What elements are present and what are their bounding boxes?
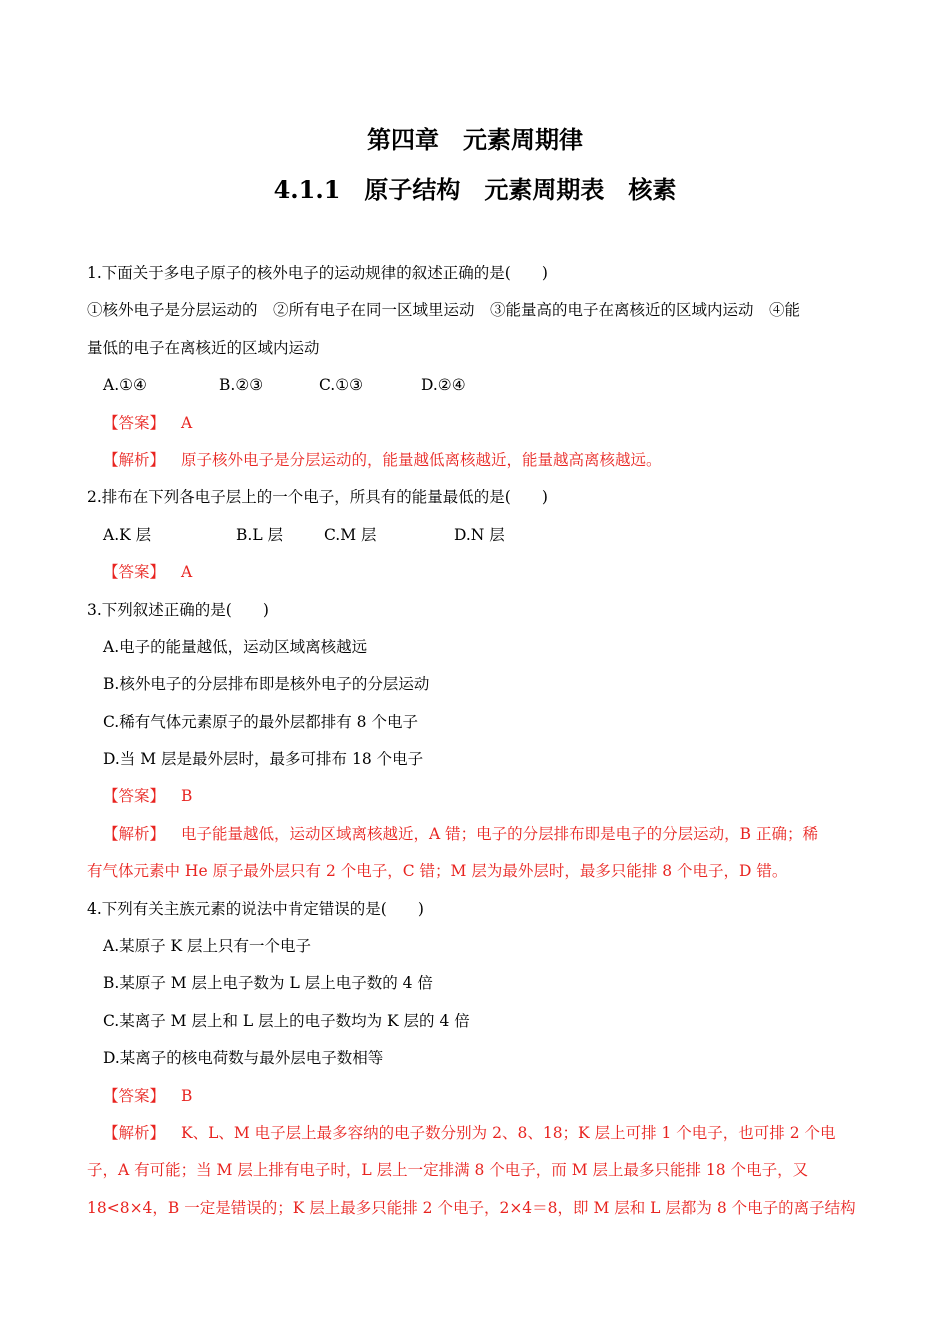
answer-label: 【答案】 <box>103 1086 166 1105</box>
q3-analysis-line2: 有气体元素中 He 原子最外层只有 2 个电子，C 错；M 层为最外层时，最多只能排 8 个电子，D 错。 <box>87 862 788 881</box>
chapter-title: 第四章 元素周期律 <box>367 125 583 154</box>
q4-answer <box>87 1078 865 1115</box>
q4-option-c: C.某离子 M 层上和 L 层上的电子数均为 K 层的 4 倍 <box>103 1011 470 1030</box>
q2-answer-value: A <box>181 563 193 582</box>
q4-analysis-line2: 子，A 有可能；当 M 层上排有电子时，L 层上一定排满 8 个电子，而 M 层上最多只能排 18 个电子，又 <box>87 1161 809 1180</box>
q3-option-c: C.稀有气体元素原子的最外层都排有 8 个电子 <box>103 712 418 731</box>
q3-option-d: D.当 M 层是最外层时，最多可排布 18 个电子 <box>103 750 424 769</box>
q4-analysis-text1: K、L、M 电子层上最多容纳的电子数分别为 2、8、18；K 层上可排 1 个电子，也可排 2 个电 <box>181 1123 836 1142</box>
q4-analysis-line1 <box>87 1115 865 1152</box>
q2-option-d: D.N 层 <box>454 525 505 544</box>
q2-options <box>87 517 865 554</box>
q4-option-b: B.某原子 M 层上电子数为 L 层上电子数的 4 倍 <box>103 974 433 993</box>
section-title: 4.1.1 原子结构 元素周期表 核素 <box>273 175 677 204</box>
q3-option-b: B.核外电子的分层排布即是核外电子的分层运动 <box>103 675 430 694</box>
q4-stem: 4.下列有关主族元素的说法中肯定错误的是( ) <box>87 899 424 918</box>
q2-option-c: C.M 层 <box>324 525 377 544</box>
q1-stem: 1.下面关于多电子原子的核外电子的运动规律的叙述正确的是( ) <box>87 264 548 282</box>
q3-analysis-line1 <box>87 816 865 853</box>
answer-label: 【答案】 <box>103 787 166 806</box>
q4-option-a: A.某原子 K 层上只有一个电子 <box>103 937 312 956</box>
q3-answer-value: B <box>181 787 193 806</box>
q2-answer <box>87 554 865 591</box>
q3-analysis-text1: 电子能量越低，运动区域离核越近，A 错；电子的分层排布即是电子的分层运动，B 正确；稀 <box>181 824 818 843</box>
answer-label: 【答案】 <box>103 563 166 582</box>
q4-option-d: D.某离子的核电荷数与最外层电子数相等 <box>103 1049 384 1068</box>
q1-statement-line2: 量低的电子在离核近的区域内运动 <box>87 338 320 357</box>
analysis-label: 【解析】 <box>103 1123 166 1142</box>
q1-option-c: C.①③ <box>319 376 364 395</box>
q1-analysis <box>87 442 865 479</box>
q2-option-a: A.K 层 <box>103 525 152 544</box>
document-body <box>87 255 865 1227</box>
q3-option-a: A.电子的能量越低，运动区域离核越远 <box>103 637 368 656</box>
analysis-label: 【解析】 <box>103 824 166 843</box>
q1-option-b: B.②③ <box>219 376 264 395</box>
q4-answer-value: B <box>181 1086 193 1105</box>
analysis-label: 【解析】 <box>103 450 166 469</box>
q2-stem: 2.排布在下列各电子层上的一个电子，所具有的能量最低的是( ) <box>87 488 548 507</box>
answer-label: 【答案】 <box>103 413 166 432</box>
q1-options <box>87 367 865 404</box>
q1-answer-value: A <box>181 413 193 432</box>
q3-stem: 3.下列叙述正确的是( ) <box>87 600 269 619</box>
q3-answer <box>87 778 865 815</box>
q2-option-b: B.L 层 <box>236 525 284 544</box>
q1-analysis-text: 原子核外电子是分层运动的，能量越低离核越近，能量越高离核越远。 <box>181 450 662 469</box>
q1-option-a: A.①④ <box>103 376 147 395</box>
q1-option-d: D.②④ <box>421 376 466 395</box>
q1-statement-line1: ①核外电子是分层运动的 ②所有电子在同一区域里运动 ③能量高的电子在离核近的区域内运动 ④能 <box>87 301 801 320</box>
q1-answer <box>87 405 865 442</box>
q4-analysis-line3: 18<8×4，B 一定是错误的；K 层上最多只能排 2 个电子，2×4＝8，即 M 层和 L 层都为 8 个电子的离子结构 <box>87 1198 856 1217</box>
